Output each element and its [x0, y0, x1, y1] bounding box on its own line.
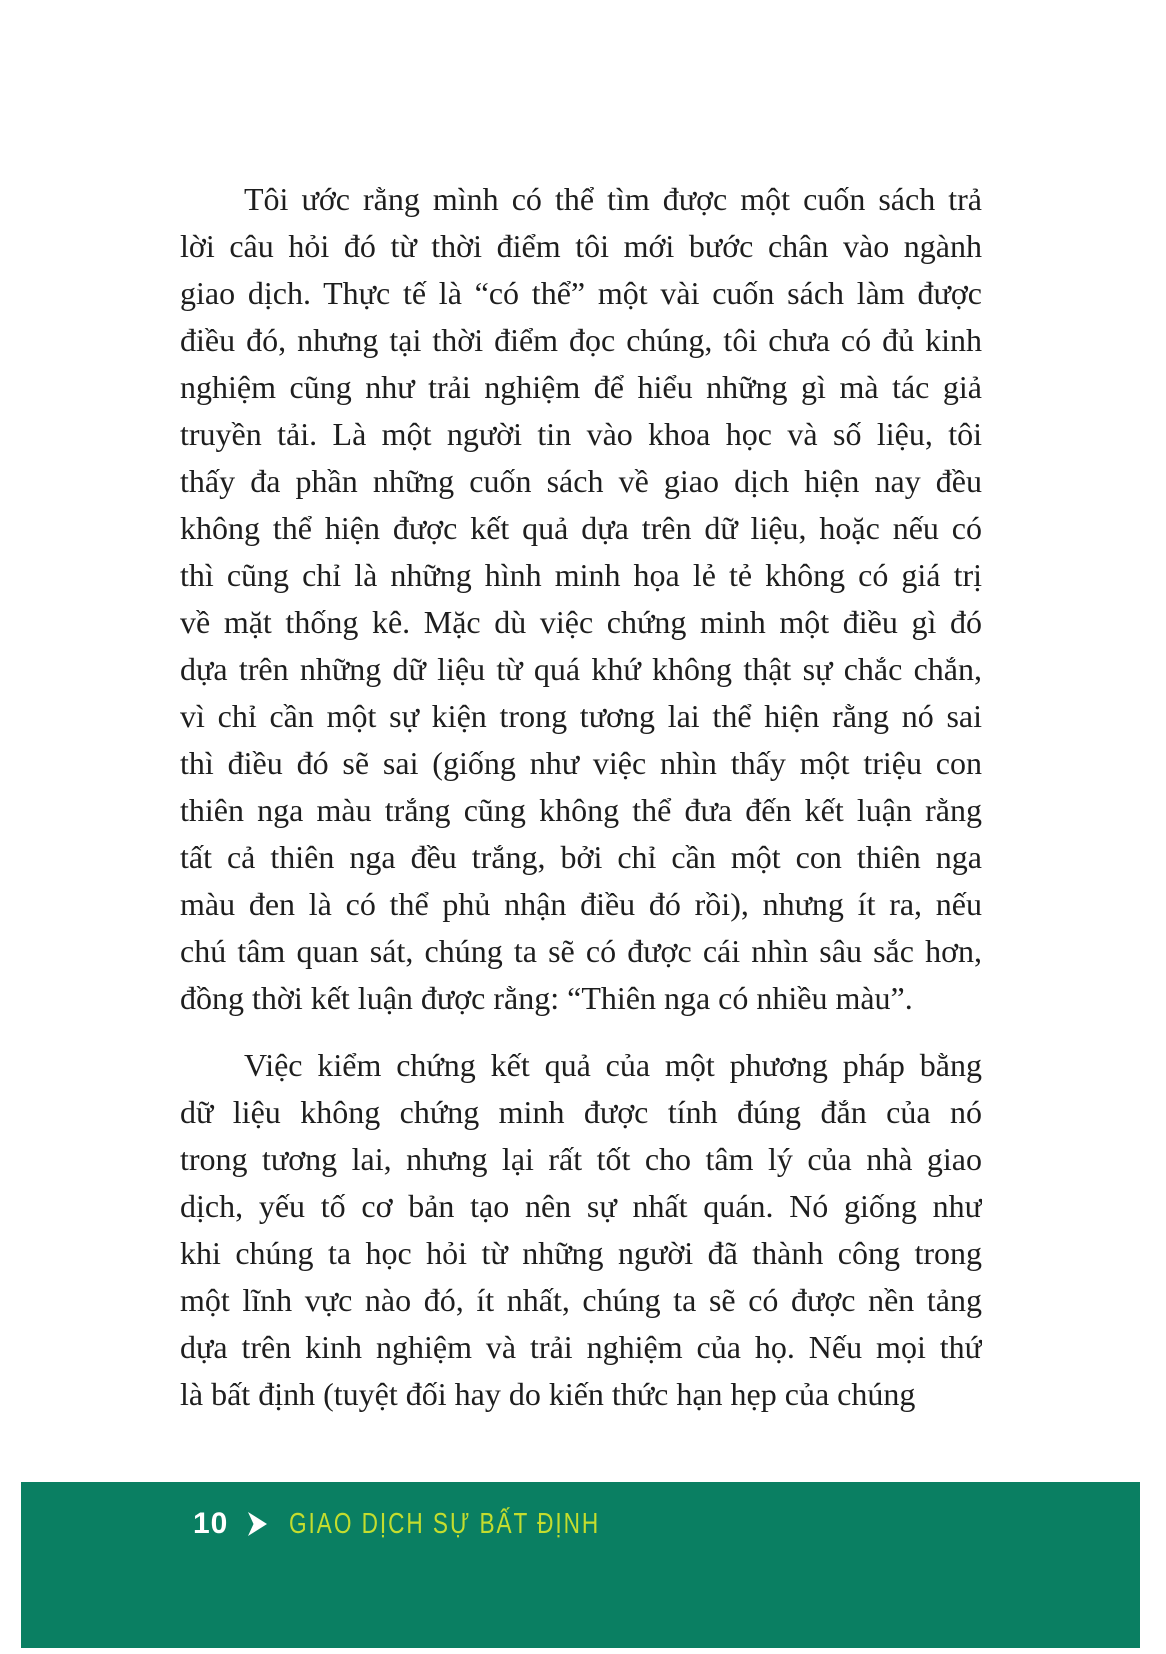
text-line: khi chúng ta học hỏi từ những người đã thành công trong [180, 1235, 982, 1271]
page-number: 10 [193, 1507, 229, 1540]
text-line: dịch, yếu tố cơ bản tạo nên sự nhất quán. Nó giống như [180, 1188, 982, 1224]
text-line: thì điều đó sẽ sai (giống như việc nhìn thấy một triệu con [180, 745, 982, 781]
text-line: trong tương lai, nhưng lại rất tốt cho tâm lý của nhà giao [180, 1141, 982, 1177]
text-line: đồng thời kết luận được rằng: “Thiên nga có nhiều màu”. [180, 980, 913, 1016]
text-line: nghiệm cũng như trải nghiệm để hiểu những gì mà tác giả [180, 369, 982, 405]
text-line: một lĩnh vực nào đó, ít nhất, chúng ta sẽ có được nền tảng [180, 1282, 982, 1318]
paragraph [180, 1042, 982, 1418]
text-line: lời câu hỏi đó từ thời điểm tôi mới bước chân vào ngành [180, 228, 982, 264]
text-line: dựa trên những dữ liệu từ quá khứ không thật sự chắc chắn, [180, 651, 982, 687]
text-line: giao dịch. Thực tế là “có thể” một vài cuốn sách làm được [180, 275, 982, 311]
text-line: không thể hiện được kết quả dựa trên dữ liệu, hoặc nếu có [180, 510, 982, 546]
text-line: điều đó, nhưng tại thời điểm đọc chúng, tôi chưa có đủ kinh [180, 322, 982, 358]
chevron-right-icon [248, 1512, 267, 1536]
text-line: vì chỉ cần một sự kiện trong tương lai thể hiện rằng nó sai [180, 698, 982, 734]
footer-bar [21, 1482, 1140, 1648]
paragraph [180, 176, 982, 1022]
text-line: thì cũng chỉ là những hình minh họa lẻ tẻ không có giá trị [180, 557, 982, 593]
text-line: chú tâm quan sát, chúng ta sẽ có được cái nhìn sâu sắc hơn, [180, 933, 982, 969]
running-title: GIAO DỊCH SỰ BẤT ĐỊNH [289, 1507, 601, 1540]
text-line: về mặt thống kê. Mặc dù việc chứng minh một điều gì đó [180, 604, 982, 640]
text-line: tất cả thiên nga đều trắng, bởi chỉ cần một con thiên nga [180, 839, 982, 875]
text-line: dựa trên kinh nghiệm và trải nghiệm của họ. Nếu mọi thứ [180, 1329, 982, 1365]
text-line: truyền tải. Là một người tin vào khoa học và số liệu, tôi [180, 416, 982, 452]
text-line: Tôi ước rằng mình có thể tìm được một cuốn sách trả [244, 181, 982, 217]
text-line: là bất định (tuyệt đối hay do kiến thức hạn hẹp của chúng [180, 1376, 916, 1412]
text-line: dữ liệu không chứng minh được tính đúng đắn của nó [180, 1094, 982, 1130]
text-line: màu đen là có thể phủ nhận điều đó rồi), nhưng ít ra, nếu [180, 886, 982, 922]
body-text [180, 176, 982, 1418]
text-line: Việc kiểm chứng kết quả của một phương pháp bằng [244, 1047, 982, 1083]
footer-row [193, 1507, 1140, 1541]
text-line: thiên nga màu trắng cũng không thể đưa đến kết luận rằng [180, 792, 982, 828]
text-line: thấy đa phần những cuốn sách về giao dịch hiện nay đều [180, 463, 982, 499]
